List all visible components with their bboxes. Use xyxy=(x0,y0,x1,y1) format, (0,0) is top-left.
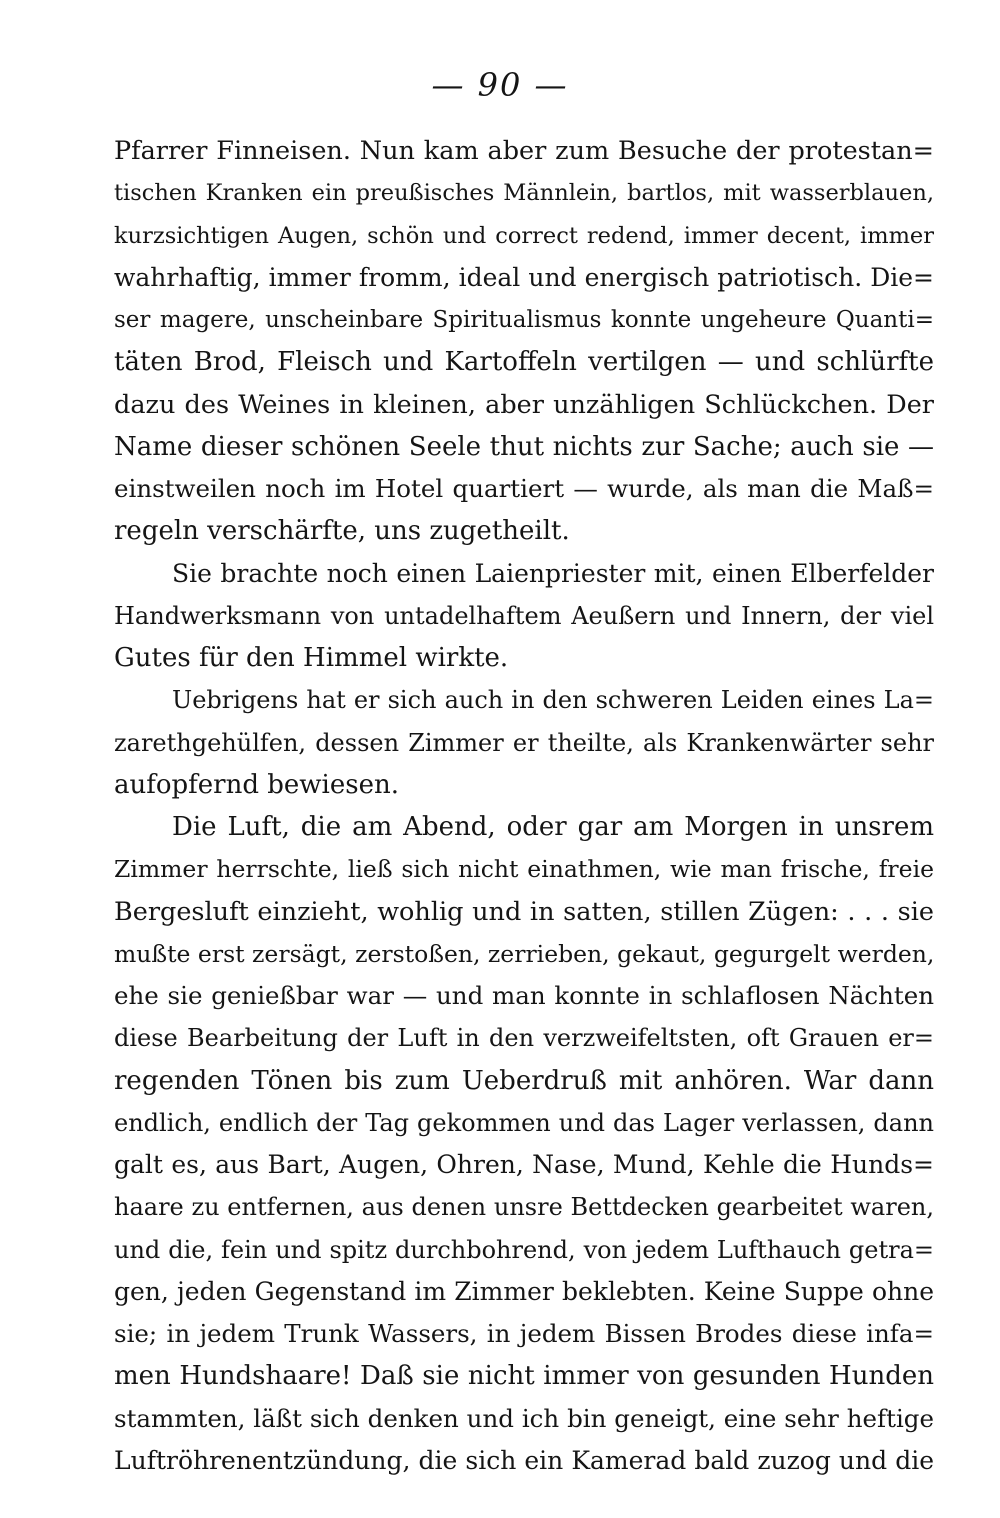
text-line: men Hundshaare! Daß sie nicht immer von gesunden Hunden xyxy=(114,1361,934,1392)
page-body-text xyxy=(114,130,934,1482)
text-line: haare zu entfernen, aus denen unsre Bettdecken gearbeitet waren, xyxy=(114,1193,934,1222)
text-line: regeln verschärfte, uns zugetheilt. xyxy=(114,516,570,547)
text-line: Name dieser schönen Seele thut nichts zur Sache; auch sie — xyxy=(114,431,934,462)
text-line: und die, fein und spitz durchbohrend, von jedem Lufthauch getra= xyxy=(114,1235,934,1264)
text-line: regenden Tönen bis zum Ueberdruß mit anhören. War dann xyxy=(114,1065,934,1096)
text-line: einstweilen noch im Hotel quartiert — wurde, als man die Maß= xyxy=(114,474,934,503)
text-line: galt es, aus Bart, Augen, Ohren, Nase, Mund, Kehle die Hunds= xyxy=(114,1150,934,1179)
text-line: dazu des Weines in kleinen, aber unzähligen Schlückchen. Der xyxy=(114,389,934,420)
text-line: Sie brachte noch einen Laienpriester mit, einen Elberfelder xyxy=(172,558,934,588)
text-line: Luftröhrenentzündung, die sich ein Kamerad bald zuzog und die xyxy=(114,1445,934,1475)
page-number: — 90 — xyxy=(431,66,569,104)
text-line: wahrhaftig, immer fromm, ideal und energisch patriotisch. Die= xyxy=(114,262,934,292)
text-line: Handwerksmann von untadelhaftem Aeußern und Innern, der viel xyxy=(114,601,934,630)
text-line: Pfarrer Finneisen. Nun kam aber zum Besuche der protestan= xyxy=(114,136,934,166)
text-line: kurzsichtigen Augen, schön und correct redend, immer decent, immer xyxy=(114,222,934,249)
text-line: Bergesluft einzieht, wohlig und in satten, stillen Zügen: . . . sie xyxy=(114,896,934,927)
text-line: täten Brod, Fleisch und Kartoffeln vertilgen — und schlürfte xyxy=(114,347,934,378)
text-line: zarethgehülfen, dessen Zimmer er theilte, als Krankenwärter sehr xyxy=(114,728,934,757)
text-line: mußte erst zersägt, zerstoßen, zerrieben, gekaut, gegurgelt werden, xyxy=(114,939,934,968)
text-line: Die Luft, die am Abend, oder gar am Morgen in unsrem xyxy=(172,812,934,842)
text-line: sie; in jedem Trunk Wassers, in jedem Bissen Brodes diese infa= xyxy=(114,1319,934,1348)
text-line: gen, jeden Gegenstand im Zimmer beklebten. Keine Suppe ohne xyxy=(114,1276,934,1306)
text-line: ser magere, unscheinbare Spiritualismus konnte ungeheure Quanti= xyxy=(114,307,934,333)
text-line: ehe sie genießbar war — und man konnte in schlaflosen Nächten xyxy=(114,981,934,1010)
text-line: Gutes für den Himmel wirkte. xyxy=(114,643,509,673)
text-line: Uebrigens hat er sich auch in den schweren Leiden eines La= xyxy=(172,686,934,715)
text-line: stammten, läßt sich denken und ich bin geneigt, eine sehr heftige xyxy=(114,1403,934,1433)
text-line: endlich, endlich der Tag gekommen und das Lager verlassen, dann xyxy=(114,1108,934,1137)
text-line: Zimmer herrschte, ließ sich nicht einathmen, wie man frische, freie xyxy=(114,855,934,884)
text-line: diese Bearbeitung der Luft in den verzweifeltsten, oft Grauen er= xyxy=(114,1024,934,1053)
text-line: aufopfernd bewiesen. xyxy=(114,769,399,800)
text-line: tischen Kranken ein preußisches Männlein, bartlos, mit wasserblauen, xyxy=(114,180,934,207)
